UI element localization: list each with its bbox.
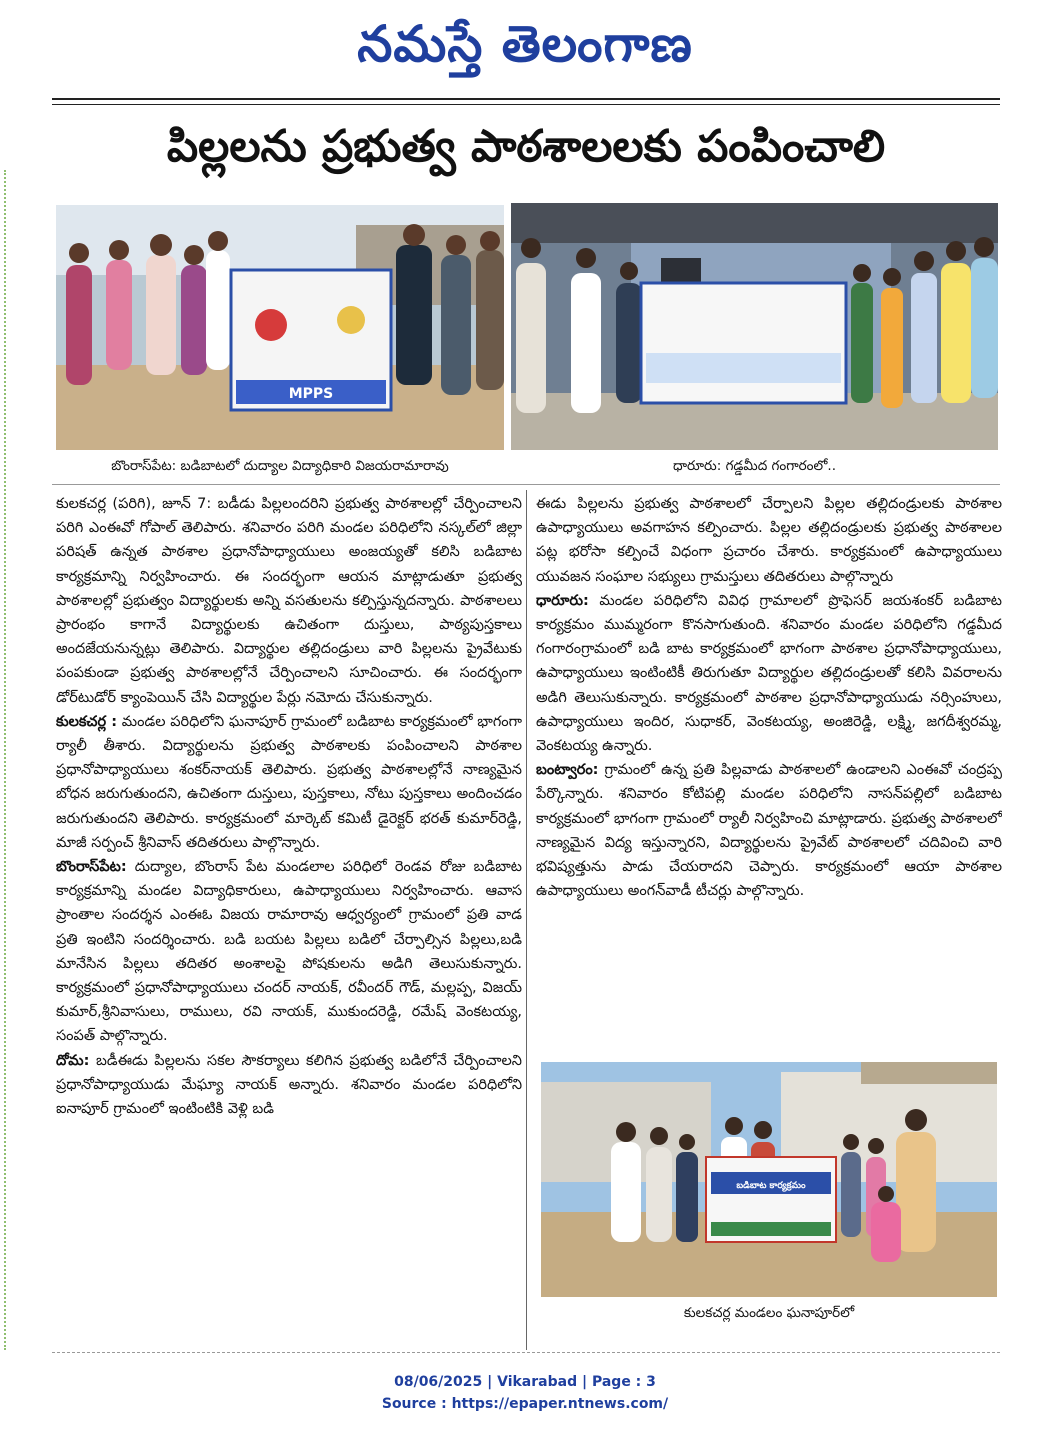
masthead: నమస్తే తెలంగాణ <box>357 14 693 73</box>
paragraph: కులకచర్ల (పరిగి), జూన్ 7: బడీడు పిల్లలందరిని ప్రభుత్వ పాఠశాలల్లో చేర్పించాలని పరిగి ఎంఈవో గోపాల్ తెలిపారు. శనివారం పరిగి మండల పరిధిలోని నస్కల్‌లో జిల్లా పరిషత్ ఉన్నత పాఠశాల ప్రధానోపాధ్యాయులు అంజయ్యతో కలిసి బడిబాట కార్యక్రమాన్ని నిర్వహించారు. ఈ సందర్భంగా ఆయన మాట్లాడుతూ ప్రభుత్వ పాఠశాలల్లో ప్రభుత్వం విద్యార్థులకు అన్ని వసతులను కల్పిస్తున్నదన్నారు. పాఠశాలలు ప్రారంభం కాగానే విద్యార్థులకు ఉచితంగా దుస్తులు, పాఠ్యపుస్తకాలు అందజేయనున్నట్లు తెలిపారు. విద్యార్థుల తల్లిదండ్రులు వారి పిల్లలను ప్రైవేటుకు పంపకుండా ప్రభుత్వ పాఠశాలల్లోనే చేర్పించాలని సూచించారు. ఈ సందర్భంగా డోర్‌టుడోర్ క్యాంపెయిన్ చేసి విద్యార్థుల పేర్లు నమోదు చేసుకున్నారు. <box>56 496 522 706</box>
paragraph: ధారూరు: మండల పరిధిలోని వివిధ గ్రామాలలో ప్రొఫెసర్ జయశంకర్ బడిబాట కార్యక్రమం ముమ్మరంగా కొనసాగుతుంది. శనివారం మండల పరిధిలోని గడ్డమీద గంగారంగ్రామంలో బడి బాట కార్యక్రమంలో భాగంగా పాఠశాల ప్రధానోపాధ్యాయులు, ఉపాధ్యాయులు ఇంటింటికీ తిరుగుతూ విద్యార్థుల తల్లిదండ్రులతో కలిసి వివరాలను అడిగి తెలుసుకున్నారు. కార్యక్రమంలో పాఠశాల ప్రధానోపాధ్యాయుడు నర్సింహులు, ఉపాధ్యాయులు ఇందిర, సుధాకర్, వెంకటయ్య, అంజిరెడ్డి, లక్ష్మి, జగదీశ్వరమ్మ, వెంకటయ్య ఉన్నారు. <box>536 592 1002 755</box>
left-banner-text: MPPS <box>288 386 334 402</box>
caption-rule <box>52 484 1000 485</box>
article-column-2 <box>536 492 1002 1052</box>
paragraph: కులకచర్ల : మండల పరిధిలోని ఘనాపూర్ గ్రామంలో బడిబాట కార్యక్రమంలో భాగంగా ర్యాలీ తీశారు. విద్యార్థులను ప్రభుత్వ పాఠశాలకు పంపించాలని పాఠశాల ప్రధానోపాధ్యాయులు శంకర్‌నాయక్ తెలిపారు. ప్రభుత్వ పాఠశాలల్లోనే నాణ్యమైన బోధన జరుగుతుందని, ఉచితంగా దుస్తులు, పుస్తకాలు, నోటు పుస్తకాలు అందించడం జరుగుతుందని తెలిపారు. కార్యక్రమంలో మార్కెట్ కమిటీ డైరెక్టర్ భరత్ కుమార్‌రెడ్డి, మాజీ సర్పంచ్ శ్రీనివాస్ తదితరులు పాల్గొన్నారు. <box>56 713 522 851</box>
article-column-1 <box>56 492 522 1352</box>
paragraph: బంట్వారం: గ్రామంలో ఉన్న ప్రతి పిల్లవాడు పాఠశాలలో ఉండాలని ఎంఈవో చంద్రప్ప పేర్కొన్నారు. శనివారం కోటిపల్లి మండల పరిధిలోని నాసన్‌పల్లిలో బడిబాట కార్యక్రమంలో భాగంగా గ్రామంలో ర్యాలీ నిర్వహించి మాట్లాడారు. ప్రభుత్వ పాఠశాలలో నాణ్యమైన విద్య ఇస్తున్నారని, విద్యార్థులను ప్రైవేట్ పాఠశాలలో చదివించి వారి భవిష్యత్తును పాడు చేయరాదని చెప్పారు. కార్యక్రమంలో ఆయా పాఠశాల ఉపాధ్యాయులు అంగన్‌వాడీ టీచర్లు పాల్గొన్నారు. <box>536 762 1002 900</box>
photo-right <box>511 203 998 450</box>
masthead-rule <box>52 98 1000 100</box>
bottom-banner-text: బడిబాట కార్యక్రమం <box>736 1181 806 1191</box>
footer-source: Source : https://epaper.ntnews.com/ <box>381 1396 669 1412</box>
photo-left-caption: బొంరాస్‌పేట: బడిబాటలో దుద్యాల విద్యాధికారి విజయరామారావు <box>111 458 449 474</box>
paragraph: బొంరాస్‌పేట: దుద్యాల, బొంరాస్ పేట మండలాల పరిధిలో రెండవ రోజు బడిబాట కార్యక్రమాన్ని మండల విద్యాధికారులు, ఉపాధ్యాయులు నిర్వహించారు. ఆవాస ప్రాంతాల సందర్శన ఎంఈఓ విజయ రామారావు ఆధ్వర్యంలో గ్రామంలో ప్రతి వాడ ప్రతి ఇంటిని సందర్శించారు. బడి బయట పిల్లలు బడిలో చేర్పాల్సిన పిల్లలు,బడి మానేసిన పిల్లలు తదితర అంశాలపై పోషకులను అడిగి తెలుసుకున్నారు. కార్యక్రమంలో ప్రధానోపాధ్యాయులు చందర్ నాయక్, రవీందర్ గౌడ్, మల్లప్ప, విజయ్ కుమార్,శ్రీనివాసులు, రాములు, రవి నాయక్, ముకుందరెడ్డి, రమేష్ వెంకటయ్య, సంపత్ పాల్గొన్నారు. <box>56 859 522 1045</box>
photo-right-caption: ధారూరు: గడ్డమీద గంగారంలో.. <box>672 458 837 474</box>
headline: పిల్లలను ప్రభుత్వ పాఠశాలలకు పంపించాలి <box>166 121 886 172</box>
bottom-rule <box>52 1352 1000 1353</box>
masthead-rule-thin <box>52 104 1000 105</box>
paragraph: ఈడు పిల్లలను ప్రభుత్వ పాఠశాలలో చేర్పాలని పిల్లల తల్లిదండ్రులకు పాఠశాల ఉపాధ్యాయులు అవగాహన కల్పించారు. పిల్లల తల్లిదండ్రులకు ప్రభుత్వ పాఠశాలల పట్ల భరోసా కల్పించే విధంగా ప్రచారం చేశారు. కార్యక్రమంలో ఉపాధ్యాయులు యువజన సంఘాల సభ్యులు గ్రామస్తులు తదితరులు పాల్గొన్నారు <box>536 496 1002 585</box>
photo-left <box>56 205 504 450</box>
photo-bottom-caption: కులకచర్ల మండలం ఘనాపూర్‌లో <box>683 1305 855 1321</box>
page-edge-marker <box>4 170 6 1350</box>
photo-bottom <box>541 1062 997 1297</box>
paragraph: దోమ: బడీఈడు పిల్లలను సకల సౌకర్యాలు కలిగిన ప్రభుత్వ బడిలోనే చేర్పించాలని ప్రధానోపాధ్యాయుడు మేఘ్యా నాయక్ అన్నారు. శనివారం మండల పరిధిలోని ఐనాపూర్ గ్రామంలో ఇంటింటికి వెళ్లి బడి <box>56 1052 522 1118</box>
column-divider <box>526 490 527 1350</box>
footer-date-edition: 08/06/2025 | Vikarabad | Page : 3 <box>394 1374 656 1390</box>
